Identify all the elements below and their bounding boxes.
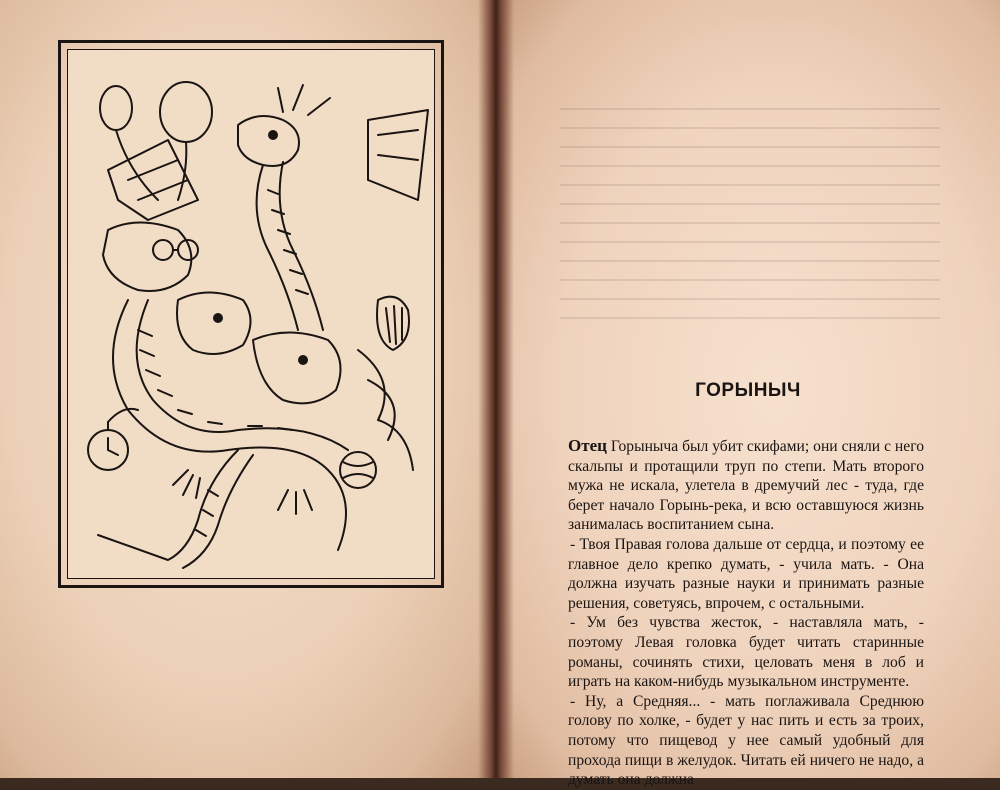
paragraph-3: - Ум без чувства жесток, - наставляла мать, - поэтому Левая головка будет читать старинные романы, сочинять стихи, целовать меня в лоб и играть на каком-нибудь музыкальном инструменте. [568, 614, 924, 691]
chapter-title: ГОРЫНЫЧ [695, 380, 801, 401]
drop-cap-word: Отец [568, 436, 607, 455]
paragraph-1-text: Горыныча был убит скифами; они сняли с него скальпы и протащили труп по степи. Мать второго мужа не искала, улетела в дремучий лес - туда, где берет начало Горынь-река, и всю оставшуюся жизнь занималась воспитанием сына. [568, 438, 924, 534]
paragraph-1 [568, 436, 924, 535]
dragon-drawing [68, 50, 435, 579]
paragraph-4: - Ну, а Средняя... - мать поглаживала Среднюю голову по холке, - будет у нас пить и есть за троих, потому что пищевод у нее самый удобный для прохода пищи в желудок. Читать ей ничего не надо, а думать она должна [568, 692, 924, 789]
illustration-frame [58, 40, 444, 588]
paragraph-2: - Твоя Правая голова дальше от сердца, и поэтому ее главное дело крепко думать, - учила мать. - Она должна изучать разные науки и принимать разные решения, советуясь, впрочем, с остальными. [568, 535, 924, 612]
dragon-illustration [67, 49, 435, 579]
bleed-through-lines [560, 108, 940, 358]
chapter-body [568, 436, 924, 790]
